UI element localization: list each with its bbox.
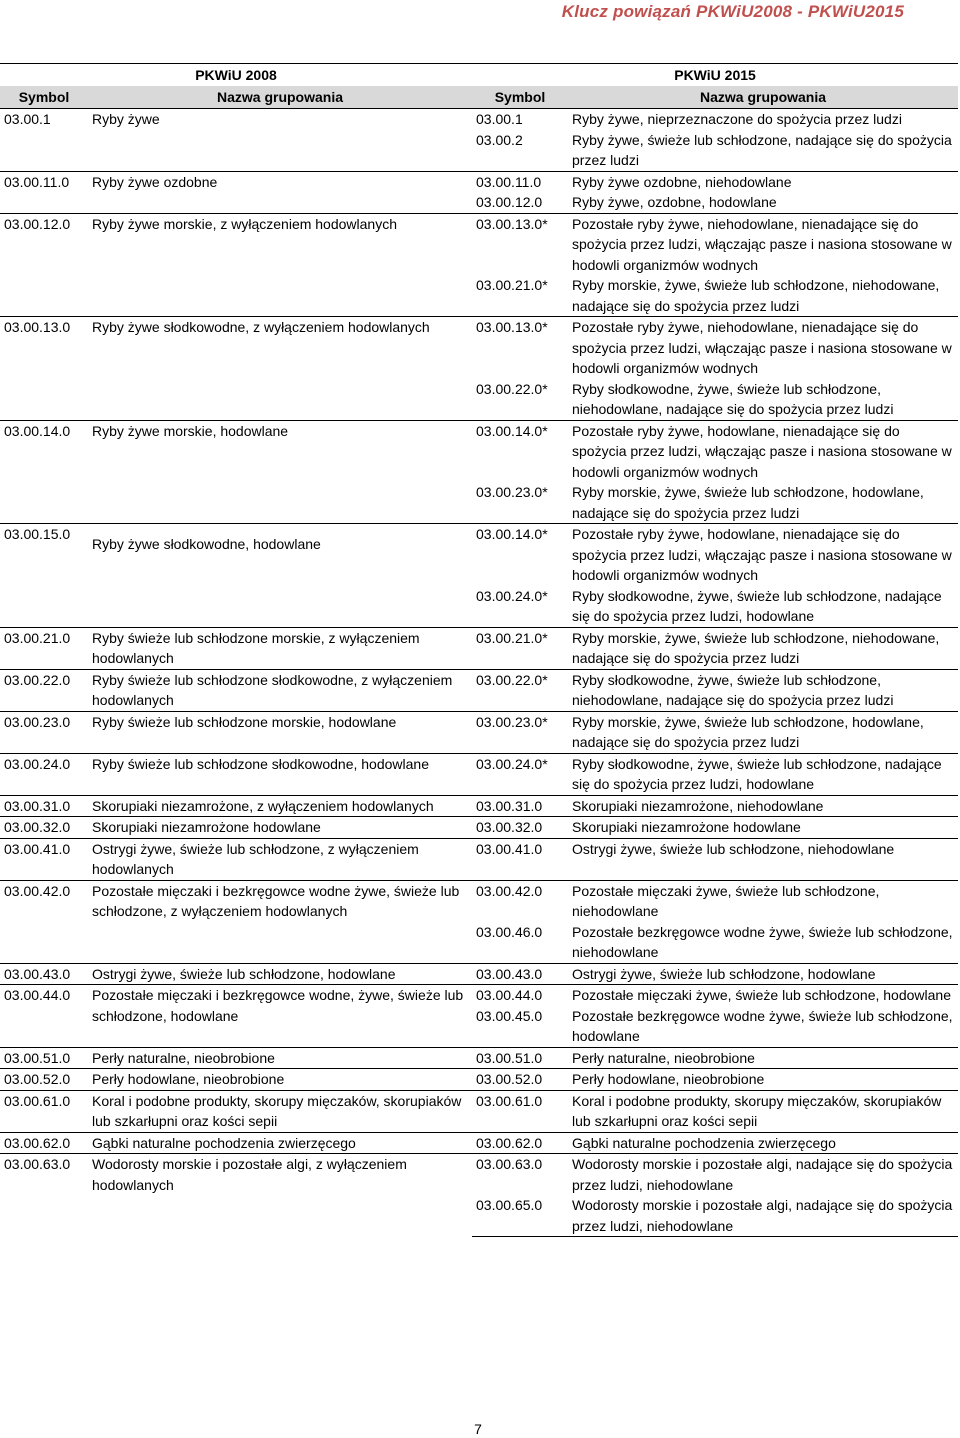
table-row <box>0 1154 958 1196</box>
new-name-cell: Pozostałe ryby żywe, niehodowlane, nienadające się do spożycia przez ludzi, włączając pasze i nasiona stosowane w hodowli organizmów wodnych <box>568 213 958 275</box>
old-symbol-cell: 03.00.22.0 <box>0 669 88 711</box>
old-name-cell: Ryby żywe <box>88 109 472 172</box>
new-name-cell: Koral i podobne produkty, skorupy mięczaków, skorupiaków lub szkarłupni oraz kości sepii <box>568 1090 958 1132</box>
new-symbol-cell: 03.00.65.0 <box>472 1195 568 1237</box>
old-symbol-cell: 03.00.31.0 <box>0 795 88 817</box>
old-name-cell: Ostrygi żywe, świeże lub schłodzone, z wyłączeniem hodowlanych <box>88 838 472 880</box>
new-symbol-cell: 03.00.51.0 <box>472 1047 568 1069</box>
old-name-cell: Ryby żywe ozdobne <box>88 171 472 213</box>
new-symbol-cell: 03.00.22.0* <box>472 669 568 711</box>
group-header-pkwiu2015: PKWiU 2015 <box>472 64 958 87</box>
new-symbol-cell: 03.00.12.0 <box>476 194 543 210</box>
old-symbol-cell: 03.00.24.0 <box>0 753 88 795</box>
new-name-cell: Ryby morskie, żywe, świeże lub schłodzone, niehodowane, nadające się do spożycia przez ludzi <box>568 627 958 669</box>
old-symbol-cell: 03.00.11.0 <box>0 171 88 213</box>
new-name-cell: Pozostałe bezkręgowce wodne żywe, świeże lub schłodzone, niehodowlane <box>572 923 953 960</box>
old-symbol-cell: 03.00.14.0 <box>0 420 88 524</box>
new-name-cell: Ostrygi żywe, świeże lub schłodzone, hodowlane <box>568 963 958 985</box>
new-name-cell: Gąbki naturalne pochodzenia zwierzęcego <box>568 1132 958 1154</box>
new-name-cell: Ryby żywe, świeże lub schłodzone, nadające się do spożycia przez ludzi <box>572 131 952 168</box>
new-name-cell: Ryby słodkowodne, żywe, świeże lub schłodzone, nadające się do spożycia przez ludzi, hodowlane <box>568 753 958 795</box>
old-symbol-cell: 03.00.12.0 <box>0 213 88 317</box>
new-name-cell: Ryby morskie, żywe, świeże lub schłodzone, hodowlane, nadające się do spożycia przez ludzi <box>568 711 958 753</box>
table-body <box>0 109 958 1237</box>
old-name-cell: Pozostałe mięczaki i bezkręgowce wodne, żywe, świeże lub schłodzone, hodowlane <box>88 985 472 1048</box>
old-name-cell: Wodorosty morskie i pozostałe algi, z wyłączeniem hodowlanych <box>88 1154 472 1237</box>
table-row <box>0 1132 958 1154</box>
document-title: Klucz powiązań PKWiU2008 - PKWiU2015 <box>561 2 904 21</box>
new-symbol-cell: 03.00.42.0 <box>472 880 568 922</box>
new-name-cell: Ryby słodkowodne, żywe, świeże lub schłodzone, nadające się do spożycia przez ludzi, hodowlane <box>572 587 942 624</box>
old-name-cell: Skorupiaki niezamrożone, z wyłączeniem hodowlanych <box>88 795 472 817</box>
column-header-new-symbol: Symbol <box>472 86 568 109</box>
old-symbol-cell: 03.00.32.0 <box>0 817 88 839</box>
new-name-cell: Ostrygi żywe, świeże lub schłodzone, niehodowlane <box>568 838 958 880</box>
old-symbol-cell: 03.00.61.0 <box>0 1090 88 1132</box>
new-name-cell: Ryby żywe, nieprzeznaczone do spożycia przez ludzi <box>568 109 958 130</box>
old-name-cell: Ryby świeże lub schłodzone morskie, z wyłączeniem hodowlanych <box>88 627 472 669</box>
new-symbol-cell: 03.00.21.0* <box>476 277 548 293</box>
new-name-cell: Pozostałe mięczaki żywe, świeże lub schłodzone, niehodowlane <box>568 880 958 922</box>
old-name-cell: Perły naturalne, nieobrobione <box>88 1047 472 1069</box>
new-symbol-cell: 03.00.61.0 <box>472 1090 568 1132</box>
column-header-old-symbol: Symbol <box>0 86 88 109</box>
table-row <box>0 669 958 711</box>
old-symbol-cell: 03.00.44.0 <box>0 985 88 1048</box>
old-name-cell: Ryby żywe słodkowodne, z wyłączeniem hodowlanych <box>88 317 472 421</box>
old-symbol-cell: 03.00.41.0 <box>0 838 88 880</box>
new-symbol-cell: 03.00.52.0 <box>472 1069 568 1091</box>
new-name-cell: Pozostałe mięczaki żywe, świeże lub schłodzone, hodowlane <box>568 985 958 1006</box>
old-symbol-cell: 03.00.51.0 <box>0 1047 88 1069</box>
table-header <box>0 64 958 109</box>
new-name-cell: Pozostałe bezkręgowce wodne żywe, świeże lub schłodzone, hodowlane <box>572 1007 953 1044</box>
group-header-row <box>0 64 958 87</box>
page-number: 7 <box>474 1421 482 1437</box>
table-row <box>0 420 958 482</box>
old-symbol-cell: 03.00.52.0 <box>0 1069 88 1091</box>
new-symbol-cell: 03.00.45.0 <box>476 1007 543 1024</box>
new-name-cell: Wodorosty morskie i pozostałe algi, nadające się do spożycia przez ludzi, niehodowlane <box>568 1154 958 1196</box>
old-name-cell: Ryby świeże lub schłodzone morskie, hodowlane <box>88 711 472 753</box>
column-header-new-name: Nazwa grupowania <box>568 86 958 109</box>
old-symbol-cell: 03.00.42.0 <box>0 880 88 963</box>
new-symbol-cell: 03.00.63.0 <box>472 1154 568 1196</box>
table-row <box>0 711 958 753</box>
new-symbol-cell: 03.00.32.0 <box>472 817 568 839</box>
table-row <box>0 171 958 192</box>
table-row <box>0 795 958 817</box>
new-name-cell: Ryby słodkowodne, żywe, świeże lub schłodzone, niehodowlane, nadające się do spożycia przez ludzi <box>572 380 894 417</box>
old-symbol-cell: 03.00.13.0 <box>0 317 88 421</box>
column-header-old-name: Nazwa grupowania <box>88 86 472 109</box>
new-symbol-cell: 03.00.13.0* <box>472 213 568 275</box>
table-row <box>0 1090 958 1132</box>
new-symbol-cell: 03.00.11.0 <box>472 171 568 192</box>
old-name-cell: Perły hodowlane, nieobrobione <box>88 1069 472 1091</box>
new-symbol-cell: 03.00.46.0 <box>476 923 543 940</box>
old-name-cell: Pozostałe mięczaki i bezkręgowce wodne żywe, świeże lub schłodzone, z wyłączeniem hodowlanych <box>88 880 472 963</box>
new-name-cell: Skorupiaki niezamrożone, niehodowlane <box>568 795 958 817</box>
new-name-cell: Skorupiaki niezamrożone hodowlane <box>568 817 958 839</box>
new-symbol-cell: 03.00.14.0* <box>472 420 568 482</box>
old-name-cell: Ryby żywe morskie, hodowlane <box>88 420 472 524</box>
new-symbol-cell: 03.00.14.0* <box>472 524 568 586</box>
old-symbol-cell: 03.00.23.0 <box>0 711 88 753</box>
new-name-cell: Ryby żywe ozdobne, niehodowlane <box>568 171 958 192</box>
new-name-cell: Ryby morskie, żywe, świeże lub schłodzone, hodowlane, nadające się do spożycia przez ludzi <box>572 484 924 521</box>
table-row <box>0 985 958 1006</box>
new-name-cell: Ryby słodkowodne, żywe, świeże lub schłodzone, niehodowlane, nadające się do spożycia przez ludzi <box>568 669 958 711</box>
old-name-cell: Ryby żywe morskie, z wyłączeniem hodowlanych <box>88 213 472 317</box>
old-name-cell: Ostrygi żywe, świeże lub schłodzone, hodowlane <box>88 963 472 985</box>
old-name-cell: Koral i podobne produkty, skorupy mięczaków, skorupiaków lub szkarłupni oraz kości sepii <box>88 1090 472 1132</box>
new-symbol-cell: 03.00.13.0* <box>472 317 568 379</box>
old-symbol-cell: 03.00.43.0 <box>0 963 88 985</box>
table-row <box>0 1069 958 1091</box>
table-row <box>0 1047 958 1069</box>
new-symbol-cell: 03.00.41.0 <box>472 838 568 880</box>
new-name-cell: Pozostałe ryby żywe, hodowlane, nienadające się do spożycia przez ludzi, włączając pasze i nasiona stosowane w hodowli organizmów wodnych <box>568 524 958 586</box>
new-name-cell: Wodorosty morskie i pozostałe algi, nadające się do spożycia przez ludzi, niehodowlane <box>568 1195 958 1237</box>
correspondence-table <box>0 63 958 1237</box>
new-symbol-cell: 03.00.2 <box>476 131 523 148</box>
new-name-cell: Perły hodowlane, nieobrobione <box>568 1069 958 1091</box>
old-symbol-cell: 03.00.15.0 <box>0 524 88 628</box>
new-name-cell: Ryby żywe, ozdobne, hodowlane <box>572 194 777 210</box>
old-symbol-cell: 03.00.1 <box>0 109 88 172</box>
old-name-cell: Skorupiaki niezamrożone hodowlane <box>88 817 472 839</box>
new-symbol-cell: 03.00.43.0 <box>472 963 568 985</box>
column-header-row <box>0 86 958 109</box>
table-row <box>0 838 958 880</box>
new-symbol-cell: 03.00.23.0* <box>472 711 568 753</box>
new-symbol-cell: 03.00.1 <box>472 109 568 130</box>
old-name-cell: Ryby świeże lub schłodzone słodkowodne, hodowlane <box>88 753 472 795</box>
new-symbol-cell: 03.00.23.0* <box>476 484 548 500</box>
old-symbol-cell: 03.00.21.0 <box>0 627 88 669</box>
new-name-cell: Ryby morskie, żywe, świeże lub schłodzone, niehodowane, nadające się do spożycia przez ludzi <box>572 277 940 314</box>
old-name-cell: Ryby świeże lub schłodzone słodkowodne, z wyłączeniem hodowlanych <box>88 669 472 711</box>
table-row <box>0 963 958 985</box>
new-symbol-cell: 03.00.62.0 <box>472 1132 568 1154</box>
old-symbol-cell: 03.00.62.0 <box>0 1132 88 1154</box>
table-row <box>0 109 958 130</box>
new-symbol-cell: 03.00.31.0 <box>472 795 568 817</box>
new-name-cell: Pozostałe ryby żywe, hodowlane, nienadające się do spożycia przez ludzi, włączając pasze i nasiona stosowane w hodowli organizmów wodnych <box>568 420 958 482</box>
new-symbol-cell: 03.00.22.0* <box>476 380 548 397</box>
new-symbol-cell: 03.00.24.0* <box>476 587 548 604</box>
table-row <box>0 753 958 795</box>
new-symbol-cell: 03.00.24.0* <box>472 753 568 795</box>
table-row <box>0 627 958 669</box>
table-row <box>0 213 958 275</box>
old-symbol-cell: 03.00.63.0 <box>0 1154 88 1237</box>
old-name-cell: Ryby żywe słodkowodne, hodowlane <box>88 524 472 628</box>
table-row <box>0 880 958 922</box>
new-symbol-cell: 03.00.44.0 <box>472 985 568 1006</box>
table-row <box>0 317 958 379</box>
table-row <box>0 817 958 839</box>
new-name-cell: Pozostałe ryby żywe, niehodowlane, nienadające się do spożycia przez ludzi, włączając pasze i nasiona stosowane w hodowli organizmów wodnych <box>568 317 958 379</box>
table-row <box>0 524 958 586</box>
new-name-cell: Perły naturalne, nieobrobione <box>568 1047 958 1069</box>
group-header-pkwiu2008: PKWiU 2008 <box>0 64 472 87</box>
new-symbol-cell: 03.00.21.0* <box>472 627 568 669</box>
old-name-cell: Gąbki naturalne pochodzenia zwierzęcego <box>88 1132 472 1154</box>
